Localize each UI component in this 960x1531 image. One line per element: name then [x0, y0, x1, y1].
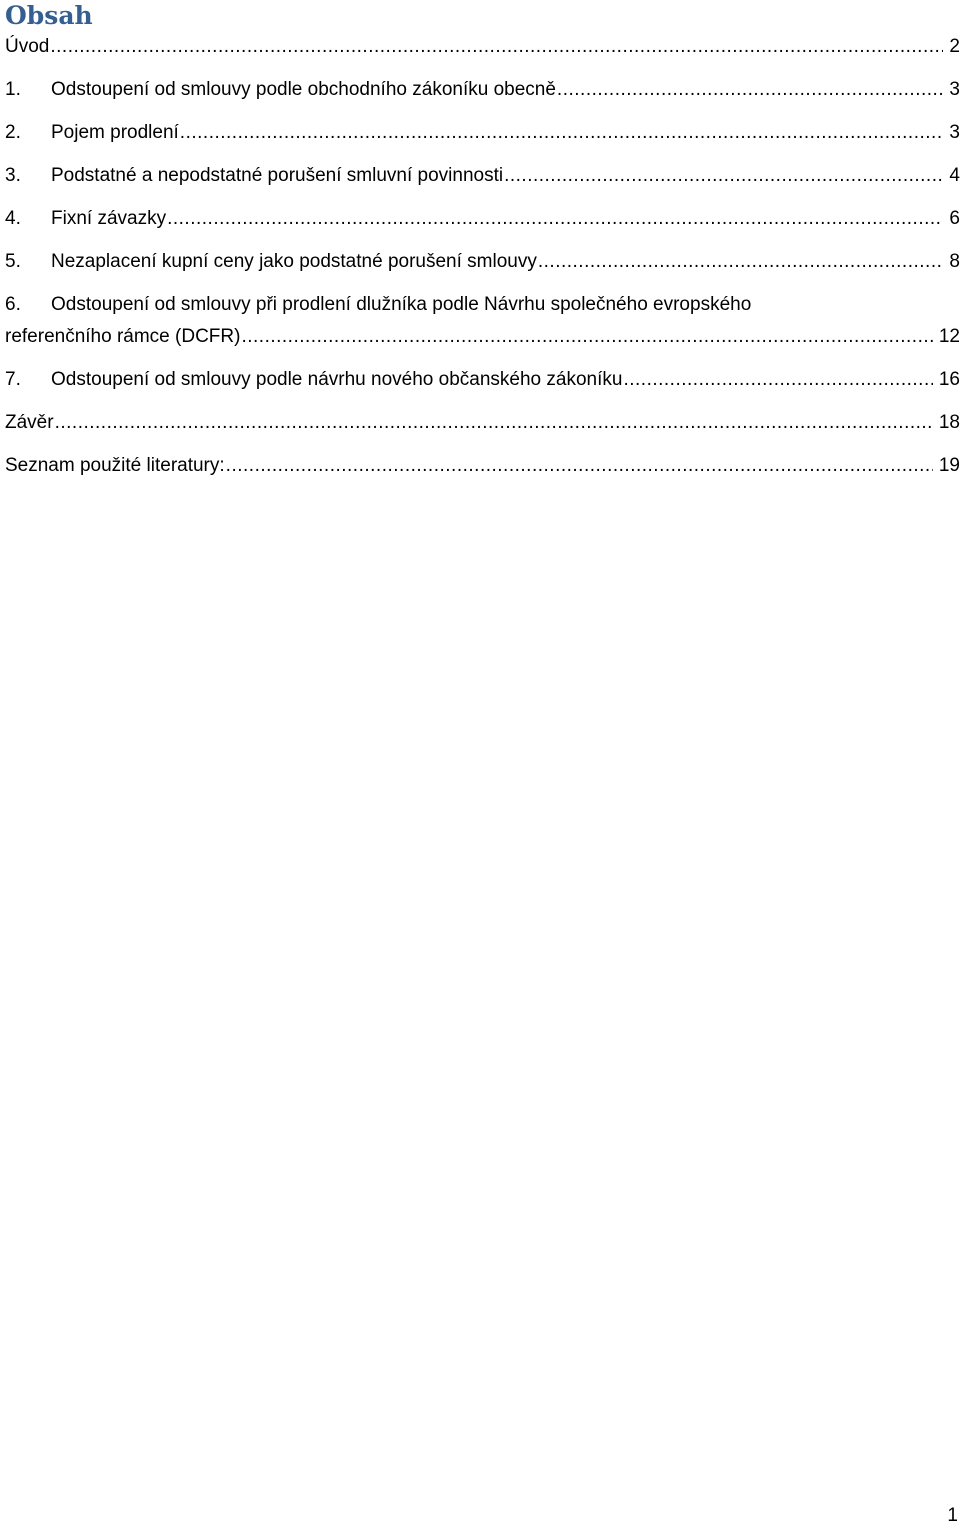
- toc-entry-6[interactable]: [5, 294, 960, 348]
- table-of-contents: [5, 36, 960, 498]
- toc-entry-title: Odstoupení od smlouvy podle obchodního zákoníku obecně: [51, 79, 556, 100]
- toc-entry-title: Závěr: [5, 412, 54, 433]
- toc-entry-number: 3.: [5, 165, 21, 186]
- page-number: 1: [947, 1505, 958, 1526]
- dot-leader: [50, 36, 943, 58]
- dot-leader: [55, 412, 933, 434]
- toc-entry-uvod[interactable]: [5, 36, 960, 58]
- toc-entry-page: 16: [938, 369, 960, 390]
- toc-entry-page: 4: [949, 165, 960, 186]
- toc-entry-2[interactable]: [5, 122, 960, 144]
- toc-entry-page: 18: [938, 412, 960, 433]
- toc-entry-number: 6.: [5, 294, 21, 315]
- toc-entry-title: Nezaplacení kupní ceny jako podstatné porušení smlouvy: [51, 251, 537, 272]
- toc-entry-number: 2.: [5, 122, 21, 143]
- toc-entry-literatura[interactable]: [5, 455, 960, 477]
- toc-entry-page: 12: [938, 326, 960, 347]
- dot-leader: [504, 165, 943, 187]
- toc-entry-page: 6: [949, 208, 960, 229]
- toc-entry-title: Podstatné a nepodstatné porušení smluvní povinnosti: [51, 165, 504, 186]
- dot-leader: [167, 208, 943, 230]
- toc-entry-number: 7.: [5, 369, 21, 390]
- dot-leader: [623, 369, 932, 391]
- toc-entry-page: 3: [949, 122, 960, 143]
- toc-entry-zaver[interactable]: [5, 412, 960, 434]
- toc-entry-page: 8: [949, 251, 960, 272]
- toc-heading: Obsah: [5, 1, 93, 30]
- toc-entry-title: Odstoupení od smlouvy při prodlení dlužníka podle Návrhu společného evropského: [51, 294, 752, 315]
- toc-entry-title: Pojem prodlení: [51, 122, 179, 143]
- toc-entry-3[interactable]: [5, 165, 960, 187]
- dot-leader: [180, 122, 944, 144]
- dot-leader: [241, 326, 932, 348]
- dot-leader: [226, 455, 933, 477]
- toc-entry-title: Odstoupení od smlouvy podle návrhu nového občanského zákoníku: [51, 369, 623, 390]
- toc-entry-title: Úvod: [5, 36, 50, 57]
- dot-leader: [557, 79, 944, 101]
- toc-entry-number: 4.: [5, 208, 21, 229]
- dot-leader: [538, 251, 944, 273]
- toc-entry-page: 19: [938, 455, 960, 476]
- toc-entry-title: Fixní závazky: [51, 208, 167, 229]
- toc-entry-4[interactable]: [5, 208, 960, 230]
- toc-entry-1[interactable]: [5, 79, 960, 101]
- toc-entry-title: Seznam použité literatury:: [5, 455, 225, 476]
- toc-entry-number: 5.: [5, 251, 21, 272]
- toc-entry-page: 2: [949, 36, 960, 57]
- toc-entry-5[interactable]: [5, 251, 960, 273]
- toc-entry-page: 3: [949, 79, 960, 100]
- toc-entry-title-continued: referenčního rámce (DCFR): [5, 326, 241, 347]
- toc-entry-number: 1.: [5, 79, 21, 100]
- toc-entry-7[interactable]: [5, 369, 960, 391]
